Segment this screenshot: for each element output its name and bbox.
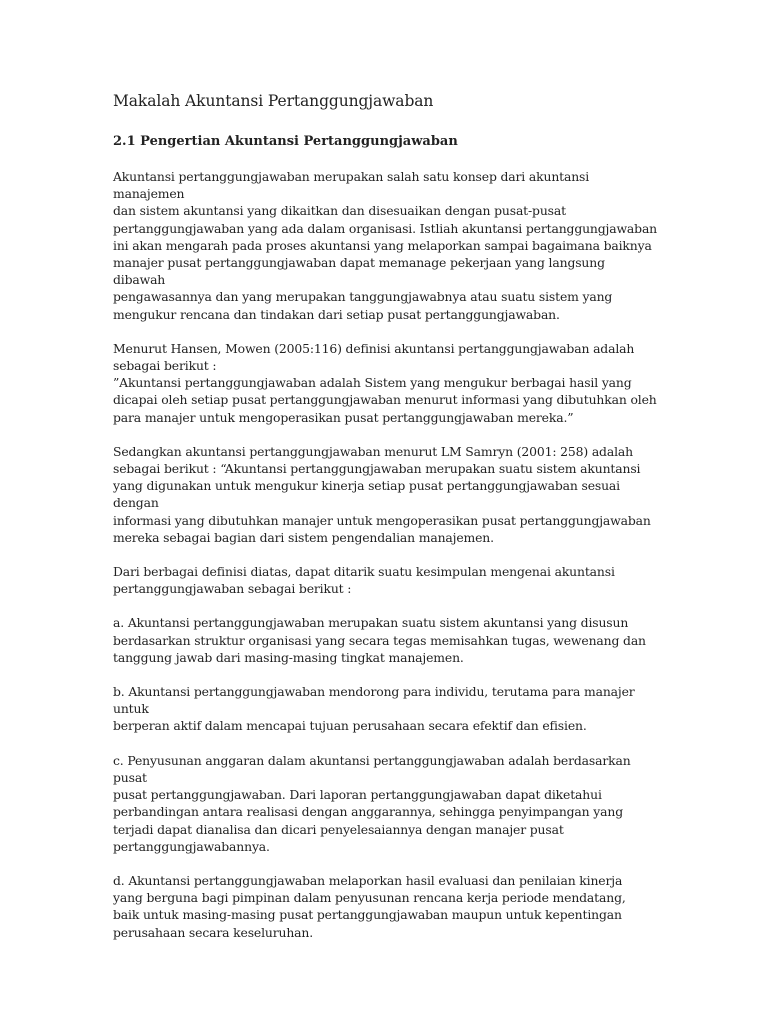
section-heading: 2.1 Pengertian Akuntansi Pertanggungjawaban: [113, 134, 458, 149]
list-item-b: b. Akuntansi pertanggungjawaban mendorong para individu, terutama para manajer untuk berperan aktif dalam mencapai tujuan perusahaan secara efektif dan efisien.: [113, 684, 635, 734]
paragraph-hansen-mowen: Menurut Hansen, Mowen (2005:116) definisi akuntansi pertanggungjawaban adalah sebagai berikut : ”Akuntansi pertanggungjawaban adalah Sistem yang mengukur berbagai hasil yang dicapai oleh setiap pusat pertanggungjawaban menurut informasi yang dibutuhkan oleh para manajer untuk mengoperasikan pusat pertanggungjawaban mereka.”: [113, 340, 657, 425]
paragraph-conclusion-intro: Dari berbagai definisi diatas, dapat ditarik suatu kesimpulan mengenai akuntansi pertanggungjawaban sebagai berikut :: [113, 564, 615, 597]
list-item-a: a. Akuntansi pertanggungjawaban merupakan suatu sistem akuntansi yang disusun berdasarkan struktur organisasi yang secara tegas memisahkan tugas, wewenang dan tanggung jawab dari masing-masing tingkat manajemen.: [113, 615, 646, 665]
document-page: [113, 91, 658, 958]
list-item-c: c. Penyusunan anggaran dalam akuntansi pertanggungjawaban adalah berdasarkan pusat pusat pertanggungjawaban. Dari laporan pertanggungjawaban dapat diketahui perbandingan antara realisasi dengan anggarannya, sehingga penyimpangan yang terjadi dapat dianalisa dan dicari penyelesaiannya dengan manajer pusat pertanggungjawabannya.: [113, 752, 631, 854]
paragraph-definition: Akuntansi pertanggungjawaban merupakan salah satu konsep dari akuntansi manajemen dan sistem akuntansi yang dikaitkan dan disesuaikan dengan pusat-pusat pertanggungjawaban yang ada dalam organisasi. Istliah akuntansi pertanggungjawaban ini akan mengarah pada proses akuntansi yang melaporkan sampai bagaimana baiknya manajer pusat pertanggungjawaban dapat memanage pekerjaan yang langsung dibawah pengawasannya dan yang merupakan tanggungjawabnya atau suatu sistem yang mengukur rencana dan tindakan dari setiap pusat pertanggungjawaban.: [113, 169, 658, 322]
paragraph-samryn: Sedangkan akuntansi pertanggungjawaban menurut LM Samryn (2001: 258) adalah sebagai berikut : “Akuntansi pertanggungjawaban merupakan suatu sistem akuntansi yang digunakan untuk mengukur kinerja setiap pusat pertanggungjawaban sesuai dengan informasi yang dibutuhkan manajer untuk mengoperasikan pusat pertanggungjawaban mereka sebagai bagian dari sistem pengendalian manajemen.: [113, 443, 651, 545]
list-item-d: d. Akuntansi pertanggungjawaban melaporkan hasil evaluasi dan penilaian kinerja yang berguna bagi pimpinan dalam penyusunan rencana kerja periode mendatang, baik untuk masing-masing pusat pertanggungjawaban maupun untuk kepentingan perusahaan secara keseluruhan.: [113, 872, 626, 940]
document-title: Makalah Akuntansi Pertanggungjawaban: [113, 92, 434, 110]
